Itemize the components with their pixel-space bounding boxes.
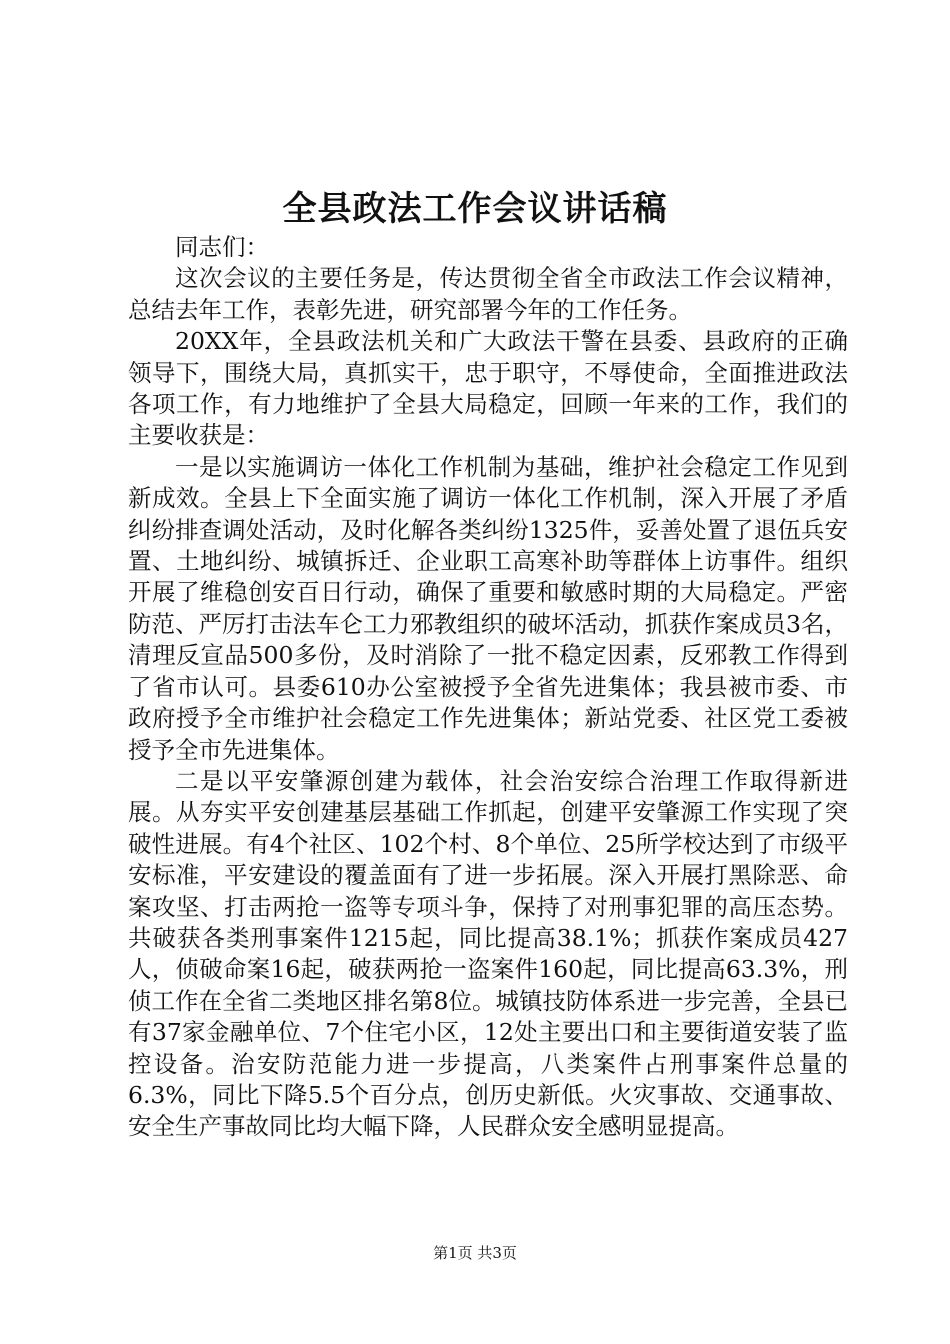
page-footer: 第1页 共3页 [433, 1244, 517, 1262]
body-paragraph: 20XX年，全县政法机关和广大政法干警在县委、县政府的正确领导下，围绕大局，真抓实干，忠于职守，不辱使命，全面推进政法各项工作，有力地维护了全县大局稳定，回顾一年来的工作，我们的主要收获是： [128, 327, 848, 450]
body-paragraph: 一是以实施调访一体化工作机制为基础，维护社会稳定工作见到新成效。全县上下全面实施了调访一体化工作机制，深入开展了矛盾纠纷排查调处活动，及时化解各类纠纷1325件，妥善处置了退伍兵安置、土地纠纷、城镇拆迁、企业职工高寒补助等群体上访事件。组织开展了维稳创安百日行动，确保了重要和敏感时期的大局稳定。严密防范、严厉打击法车仑工力邪教组织的破坏活动，抓获作案成员3名，清理反宣品500多份，及时消除了一批不稳定因素，反邪教工作得到了省市认可。县委610办公室被授予全省先进集体；我县被市委、市政府授予全市维护社会稳定工作先进集体；新站党委、社区党工委被授予全市先进集体。 [128, 452, 848, 764]
salutation-paragraph: 同志们： [175, 233, 269, 261]
body-paragraph: 这次会议的主要任务是，传达贯彻全省全市政法工作会议精神，总结去年工作，表彰先进，研究部署今年的工作任务。 [128, 264, 848, 324]
document-title: 全县政法工作会议讲话稿 [282, 189, 668, 229]
document-body [128, 232, 848, 1143]
body-paragraph: 二是以平安肇源创建为载体，社会治安综合治理工作取得新进展。从夯实平安创建基层基础工作抓起，创建平安肇源工作实现了突破性进展。有4个社区、102个村、8个单位、25所学校达到了市级平安标准，平安建设的覆盖面有了进一步拓展。深入开展打黑除恶、命案攻坚、打击两抢一盗等专项斗争，保持了对刑事犯罪的高压态势。共破获各类刑事案件1215起，同比提高38.1%；抓获作案成员427人，侦破命案16起，破获两抢一盗案件160起，同比提高63.3%，刑侦工作在全省二类地区排名第8位。城镇技防体系进一步完善，全县已有37家金融单位、7个住宅小区，12处主要出口和主要街道安装了监控设备。治安防范能力进一步提高，八类案件占刑事案件总量的6.3%，同比下降5.5个百分点，创历史新低。火灾事故、交通事故、安全生产事故同比均大幅下降，人民群众安全感明显提高。 [128, 766, 848, 1141]
